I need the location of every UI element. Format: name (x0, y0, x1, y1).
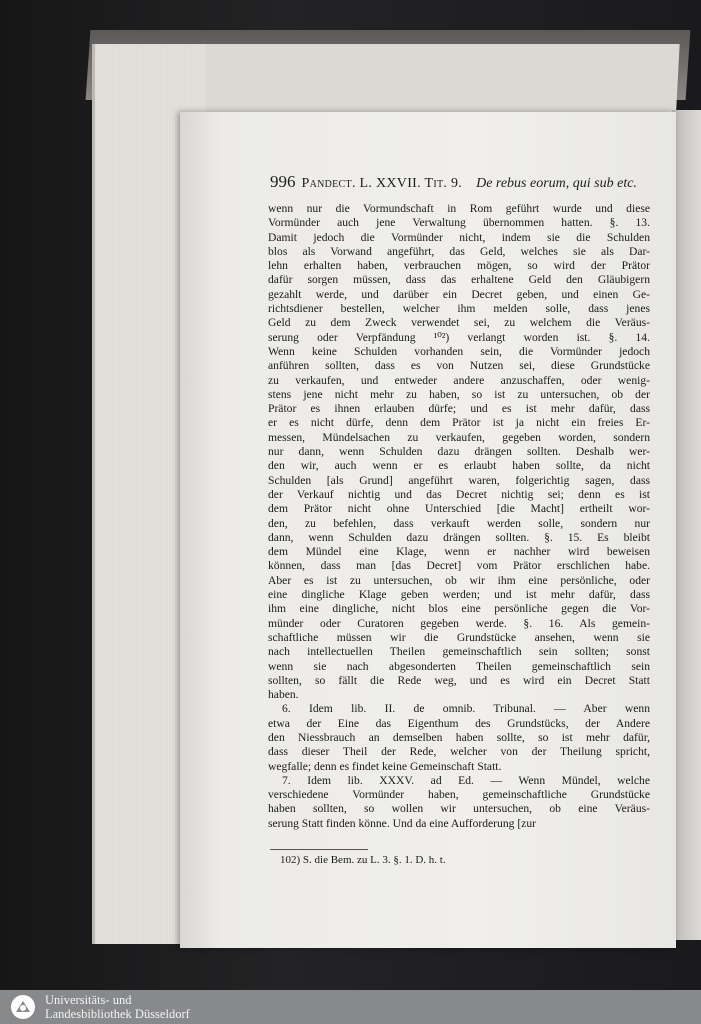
body-text (268, 202, 650, 831)
text-line: eine dingliche Klage geben werden; und ist mehr dafür, dass (268, 588, 650, 602)
text-line: nur dann, wenn Schulden dazu drängen sollten. Deshalb wer- (268, 445, 650, 459)
ulb-logo-icon (10, 994, 36, 1020)
text-line: wenn nur die Vormundschaft in Rom geführt wurde und diese (268, 202, 650, 215)
library-name-line2: Landesbibliothek Düsseldorf (45, 1007, 190, 1021)
text-line: sollten, so fällt die Rede weg, und es wird ein Decret Statt (268, 673, 650, 687)
library-footer-bar (0, 990, 701, 1024)
text-line: Aber es ist zu untersuchen, ob wir ihm eine persönliche, oder (268, 573, 650, 587)
text-line: haben. (268, 688, 299, 702)
header-subtitle: De rebus eorum, qui sub etc. (476, 176, 637, 191)
footnote-rule (270, 849, 368, 850)
text-line: den wir, auch wenn er es erlaubt haben sollte, da nicht (268, 459, 650, 473)
text-line: stens jene nicht mehr zu haben, so ist zu untersuchen, ob der (268, 387, 650, 401)
text-line: 7. Idem lib. XXXV. ad Ed. — Wenn Mündel, welche (282, 773, 650, 787)
text-line: dem Prätor nicht ohne Unterschied [die Macht] ertheilt wor- (268, 502, 650, 516)
text-line: dann, wenn Schulden dazu drängen sollten. §. 15. Es bleibt (268, 530, 650, 544)
text-line: verschiedene Vormünder haben, gemeinschaftliche Grundstücke (268, 788, 650, 802)
text-line: richtsdiener bestellen, welcher ihm melden solle, dass jenes (268, 302, 650, 316)
footnote: 102) S. die Bem. zu L. 3. §. 1. D. h. t. (280, 854, 446, 866)
text-line: Vormünder auch jene Verwaltung übernommen hatten. §. 13. (268, 216, 650, 230)
text-line: der Verkauf nichtig und das Decret nichtig sei; denn es ist (268, 487, 650, 501)
text-line: lehn erhalten haben, verbrauchen mögen, so wird der Prätor (268, 259, 650, 273)
text-line: serung oder Verpfändung ¹⁰²) verlangt worden ist. §. 14. (268, 330, 650, 344)
text-line: ihm eine dingliche, nicht blos eine persönliche gegen die Vor- (268, 602, 650, 616)
text-line: Damit jedoch die Vormünder nicht, indem sie die Schulden (268, 230, 650, 244)
text-line: können, dass man [das Decret] vom Prätor erschlichen habe. (268, 559, 650, 573)
text-line: blos als Vorwand angeführt, das Geld, welches sie als Dar- (268, 244, 650, 258)
text-line: anführen sollten, dass es von Nutzen sei, diese Grundstücke (268, 359, 650, 373)
header-title: Pandect. L. XXVII. Tit. 9. (301, 176, 463, 191)
text-line: dass dieser Theil der Rede, welcher von der Theilung spricht, (268, 745, 650, 759)
text-line: den, zu befehlen, dass verkauft werden solle, sondern nur (268, 516, 650, 530)
running-header (270, 172, 650, 194)
text-line: serung Statt finden könne. Und da eine Aufforderung [zur (268, 816, 536, 830)
text-line: dem Mündel eine Klage, wenn er nachher wird beweisen (268, 545, 650, 559)
text-line: gezahlt werde, und darüber ein Decret geben, und einen Ge- (268, 287, 650, 301)
library-name-line1: Universitäts- und (45, 993, 132, 1007)
text-line: schaftliche müssen wir die Grundstücke ansehen, wenn sie (268, 630, 650, 644)
text-line: nach intellectuellen Theilen gemeinschaftlich sein sollten; sonst (268, 645, 650, 659)
text-line: zu verkaufen, und entweder andere anzuschaffen, oder wenig- (268, 373, 650, 387)
text-line: Schulden [als Grund] angeführt waren, folgerichtig sagen, dass (268, 473, 650, 487)
text-line: 6. Idem lib. II. de omnib. Tribunal. — Aber wenn (282, 702, 650, 716)
text-line: etwa der Eine das Eigenthum des Grundstücks, der Andere (268, 716, 650, 730)
text-line: dafür sorgen müssen, dass das erhaltene Geld den Gläubigern (268, 273, 650, 287)
text-line: wenn sie nach abgesonderten Theilen gemeinschaftlich sein (268, 659, 650, 673)
text-line: er es nicht dürfe, denn dem Prätor ist ja nicht ein freies Er- (268, 416, 650, 430)
text-line: Geld zu dem Zweck verwendet sei, zu welchem die Veräus- (268, 316, 650, 330)
text-line: münder oder Curatoren gegeben werde. §. 16. Als gemein- (268, 616, 650, 630)
text-line: den Niessbrauch an demselben haben sollte, so ist mehr dafür, (268, 730, 650, 744)
text-line: haben sollten, so wollen wir untersuchen, ob eine Veräus- (268, 802, 650, 816)
facing-page-edge (672, 110, 701, 940)
text-line: Prätor es ihnen erlauben dürfe; und es ist mehr dafür, dass (268, 402, 650, 416)
book-page (180, 112, 676, 948)
text-line: messen, Mündelsachen zu verkaufen, gegeben worden, sondern (268, 430, 650, 444)
page-number: 996 (270, 172, 296, 191)
library-name (45, 993, 190, 1021)
text-line: Wenn keine Schulden vorhanden sein, die Vormünder jedoch (268, 344, 650, 358)
text-line: wegfalle; denn es findet keine Gemeinschaft Statt. (268, 759, 502, 773)
